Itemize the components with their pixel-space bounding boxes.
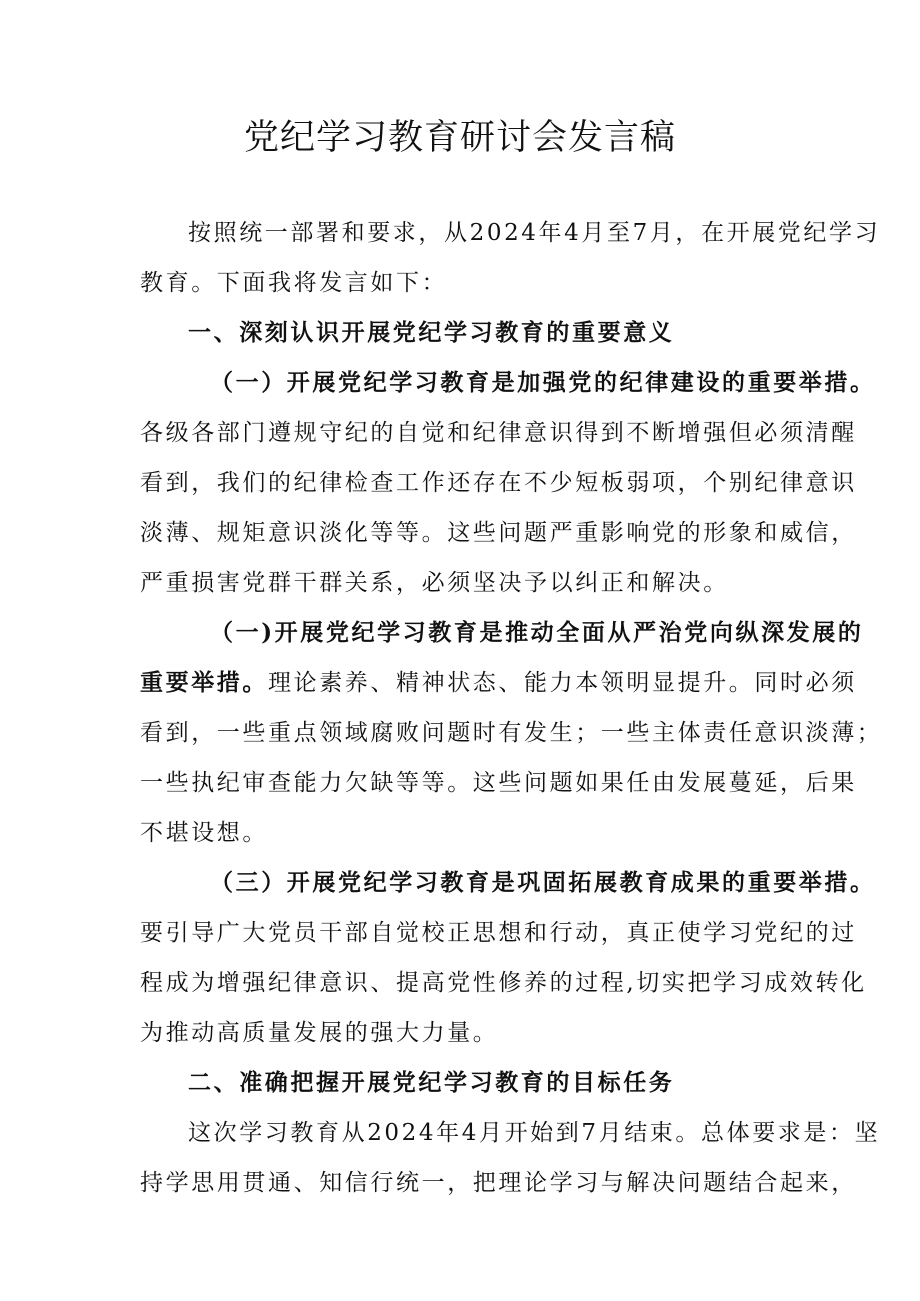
- paragraph-line: 严重损害党群干群关系，必须坚决予以纠正和解决。: [140, 570, 729, 596]
- subsection-heading-2: （一)开展党纪学习教育是推动全面从严治党向纵深发展的: [210, 619, 864, 646]
- subsection-heading-3: （三）开展党纪学习教育是巩固拓展教育成果的重要举措。: [210, 869, 876, 896]
- subsection-heading-2-end: 重要举措。: [140, 669, 268, 696]
- paragraph-line: 教育。下面我将发言如下：: [140, 270, 448, 296]
- paragraph-line: 一些执纪审查能力欠缺等等。这些问题如果任由发展蔓延，后果: [140, 770, 857, 796]
- subsection-heading-1: （一）开展党纪学习教育是加强党的纪律建设的重要举措。: [210, 369, 876, 396]
- paragraph-line: 为推动高质量发展的强大力量。: [140, 1020, 499, 1046]
- paragraph-line: 淡薄、规矩意识淡化等等。这些问题严重影响党的形象和威信，: [140, 520, 857, 546]
- paragraph-line: 按照统一部署和要求，从2024年4月至7月，在开展党纪学习: [188, 220, 881, 246]
- section-heading-2: 二、准确把握开展党纪学习教育的目标任务: [188, 1069, 675, 1096]
- document-title: 党纪学习教育研讨会发言稿: [243, 118, 676, 158]
- paragraph-line: 看到，我们的纪律检查工作还存在不少短板弱项，个别纪律意识: [140, 470, 857, 496]
- paragraph-line-mixed: [140, 660, 857, 706]
- paragraph-line: 要引导广大党员干部自觉校正思想和行动，真正使学习党纪的过: [140, 920, 857, 946]
- paragraph-line: 这次学习教育从2024年4月开始到7月结束。总体要求是：坚: [188, 1120, 881, 1146]
- section-heading-1: 一、深刻认识开展党纪学习教育的重要意义: [188, 319, 675, 346]
- paragraph-line: 看到，一些重点领域腐败问题时有发生；一些主体责任意识淡薄；: [140, 720, 883, 746]
- paragraph-line: 程成为增强纪律意识、提高党性修养的过程,切实把学习成效转化: [140, 970, 867, 996]
- paragraph-line: 不堪设想。: [140, 820, 268, 846]
- paragraph-line: 持学思用贯通、知信行统一，把理论学习与解决问题结合起来，: [140, 1170, 857, 1196]
- paragraph-text: 理论素养、精神状态、能力本领明显提升。同时必须: [268, 670, 857, 696]
- paragraph-line: 各级各部门遵规守纪的自觉和纪律意识得到不断增强但必须清醒: [140, 420, 857, 446]
